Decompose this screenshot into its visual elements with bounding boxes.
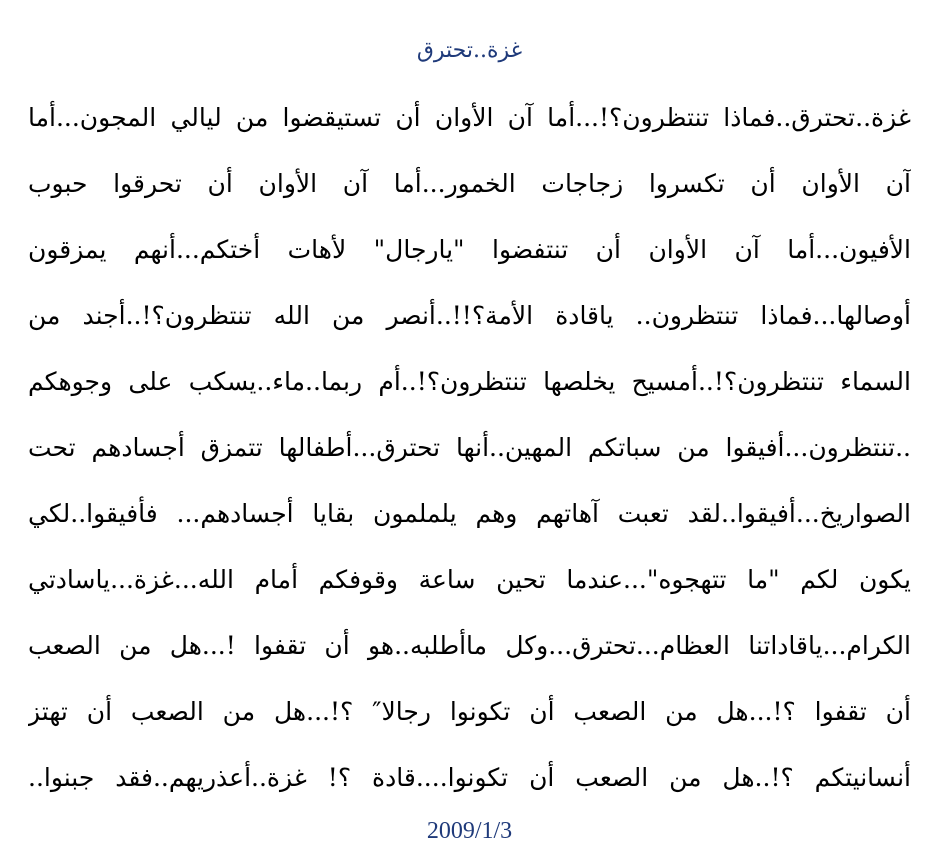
body-line: أن تقفوا ؟!...هل من الصعب أن تكونوا رجالا″ ؟!...هل من الصعب أن تهتز — [28, 697, 911, 726]
body-line: الكرام...ياقاداتنا العظام...تحترق...وكل ماأطلبه..هو أن تقفوا !...هل من الصعب — [28, 631, 911, 660]
body-line: أوصالها...فماذا تنتظرون.. ياقادة الأمة؟!!..أنصر من الله تنتظرون؟!..أجند من — [28, 301, 911, 330]
body-line: يكون لكم "ما تتهجوه"...عندما تحين ساعة وقوفكم أمام الله...غزة...ياسادتي — [28, 565, 911, 594]
document-date: 2009/1/3 — [426, 818, 513, 844]
body-line: الأفيون...أما آن الأوان أن تنتفضوا "يارجال" لأهات أختكم...أنهم يمزقون — [28, 235, 911, 264]
body-line: أنسانيتكم ؟!..هل من الصعب أن تكونوا....قادة ؟! غزة..أعذريهم..فقد جبنوا.. — [28, 763, 911, 792]
body-line: ..تنتظرون...أفيقوا من سباتكم المهين..أنها تحترق...أطفالها تتمزق أجسادهم تحت — [28, 433, 911, 462]
document-body — [28, 96, 911, 822]
body-line: آن الأوان أن تكسروا زجاجات الخمور...أما آن الأوان أن تحرقوا حبوب — [28, 169, 911, 198]
body-line: الصواريخ...أفيقوا..لقد تعبت آهاتهم وهم يلملمون بقايا أجسادهم... فأفيقوا..لكي — [28, 499, 911, 528]
body-line: السماء تنتظرون؟!..أمسيح يخلصها تنتظرون؟!..أم ربما..ماء..يسكب على وجوهكم — [28, 367, 911, 396]
body-line: غزة..تحترق..فماذا تنتظرون؟!...أما آن الأوان أن تستيقضوا من ليالي المجون...أما — [28, 103, 911, 132]
document-title: غزة..تحترق — [416, 38, 523, 63]
